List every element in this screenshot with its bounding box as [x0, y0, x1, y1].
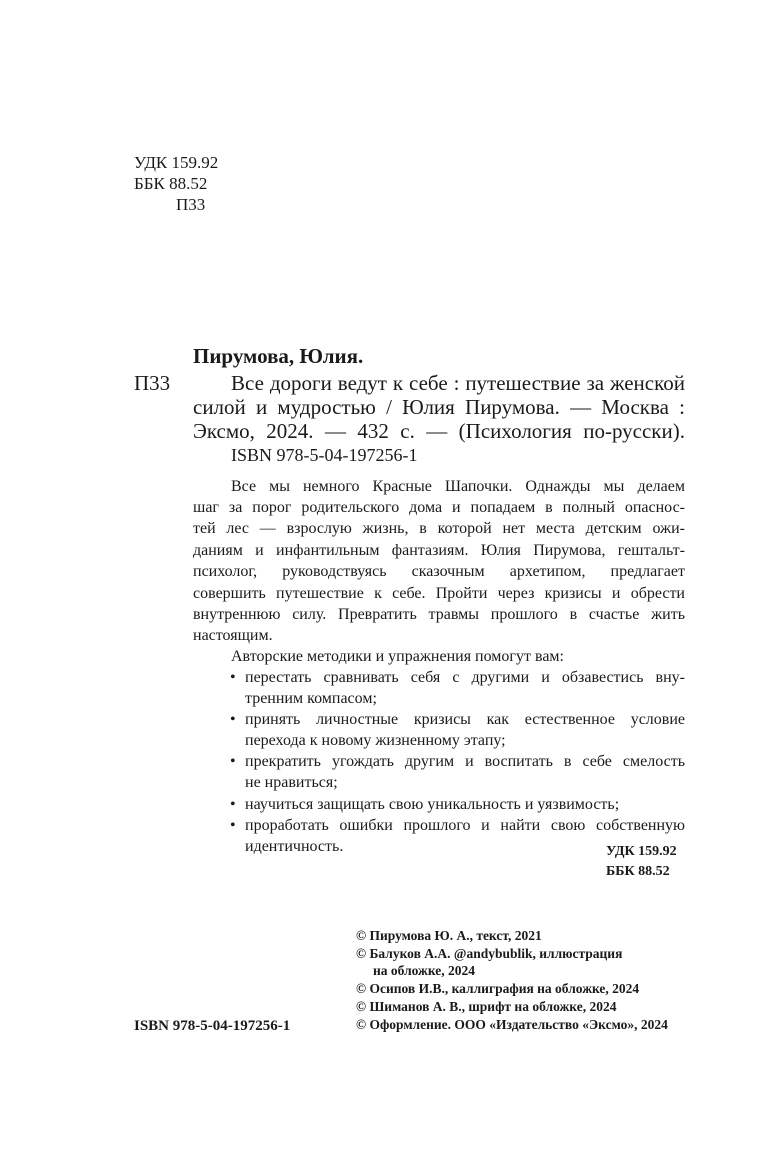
annotation-line-2: шаг за порог родительского дома и попадаем в полный опаснос- [193, 499, 685, 516]
copyright-text: © Пирумова Ю. А., текст, 2021 [356, 928, 542, 943]
annotation-line-8: настоящим. [193, 627, 273, 644]
copyright-calligraphy: © Осипов И.В., каллиграфия на обложке, 2024 [356, 981, 640, 996]
annotation-intro: Авторские методики и упражнения помогут вам: [231, 648, 564, 665]
copyright-illustration-cont: на обложке, 2024 [373, 963, 476, 978]
copyright-design: © Оформление. ООО «Издательство «Эксмо», 2024 [356, 1017, 668, 1032]
isbn-bottom: ISBN 978-5-04-197256-1 [134, 1018, 291, 1034]
copyright-illustration: © Балуков А.А. @andybublik, иллюстрация [356, 946, 623, 961]
bullet-2-line-2: перехода к новому жизненному этапу; [245, 732, 506, 749]
udk-code-repeat: УДК 159.92 [606, 844, 677, 859]
author-mark-large: П33 [134, 371, 171, 395]
bullet-5-line-2: идентичность. [245, 838, 344, 855]
annotation-line-7: внутреннюю силу. Превратить травмы прошлого в счастье жить [193, 606, 685, 623]
bullet-3-line-2: не нравиться; [245, 774, 338, 791]
bullet-3-line-1: прекратить угождать другим и воспитать в себе смелость [245, 753, 685, 770]
title-line-2: силой и мудростью / Юлия Пирумова. — Москва : [193, 395, 685, 419]
udk-code: УДК 159.92 [134, 153, 219, 172]
annotation-line-1: Все мы немного Красные Шапочки. Однажды мы делаем [231, 478, 685, 495]
bullet-2-line-1: принять личностные кризисы как естественное условие [245, 711, 685, 728]
bullet-marker: • [230, 796, 236, 813]
annotation-line-6: совершить путешествие к себе. Пройти через кризисы и обрести [193, 585, 685, 602]
bbk-code: ББК 88.52 [134, 174, 208, 193]
bbk-code-repeat: ББК 88.52 [606, 864, 670, 879]
bullet-1-line-2: тренним компасом; [245, 690, 377, 707]
annotation-line-4: даниям и инфантильным фантазиям. Юлия Пирумова, гештальт- [193, 542, 685, 559]
bullet-marker: • [230, 669, 236, 686]
annotation-line-5: психолог, руководствуясь сказочным архетипом, предлагает [193, 563, 685, 580]
isbn-record: ISBN 978-5-04-197256-1 [231, 445, 418, 465]
annotation-line-3: тей лес — взрослую жизнь, в которой нет места детским ожи- [193, 520, 685, 537]
bullet-1-line-1: перестать сравнивать себя с другими и обзавестись вну- [245, 669, 685, 686]
bullet-marker: • [230, 753, 236, 770]
title-line-1: Все дороги ведут к себе : путешествие за женской [231, 371, 685, 395]
bullet-5-line-1: проработать ошибки прошлого и найти свою собственную [245, 817, 685, 834]
author-heading: Пирумова, Юлия. [193, 344, 364, 368]
title-line-3: Эксмо, 2024. — 432 с. — (Психология по-русски). [193, 419, 685, 443]
bullet-4-line-1: научиться защищать свою уникальность и уязвимость; [245, 796, 620, 813]
author-mark: П33 [176, 195, 206, 214]
bullet-marker: • [230, 711, 236, 728]
copyright-font: © Шиманов А. В., шрифт на обложке, 2024 [356, 999, 617, 1014]
bullet-marker: • [230, 817, 236, 834]
